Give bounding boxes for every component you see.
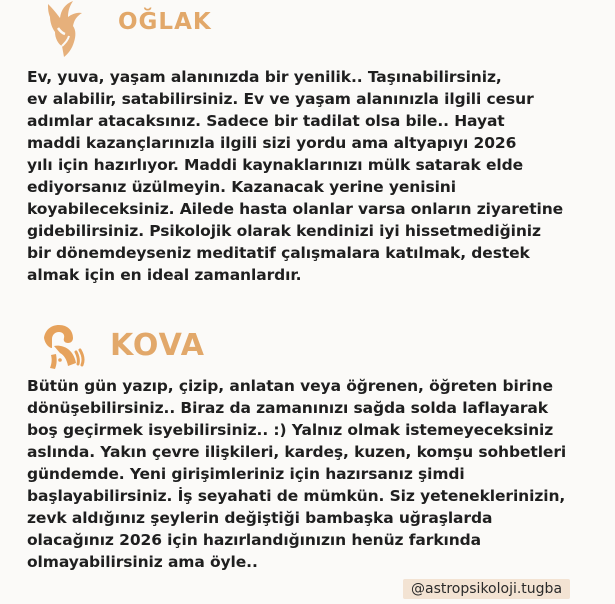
author-handle-watermark: @astropsikoloji.tugba [403, 579, 570, 599]
capricorn-header [38, 0, 212, 58]
aquarius-water-bearer-icon [38, 322, 86, 370]
capricorn-horoscope-text: Ev, yuva, yaşam alanınızda bir yenilik.. Taşınabilirsiniz, ev alabilir, satabilirsiniz. Ev ve yaşam alanınızla ilgili cesur adımlar atacaksınız. Sadece bir tadilat olsa bile.. Hayat maddi kazançlarınızla ilgili sizi yordu ama altyapıyı 2026 yılı için hazırlıyor. Maddi kaynaklarınızı mülk satarak elde ediyorsanız üzülmeyin. Kazanacak yerine yenisini koyabileceksiniz. Ailede hasta olanlar varsa onların ziyaretine gidebilirsiniz. Psikolojik olarak kendinizi iyi hissetmediğiniz bir dönemdeyseniz meditatif çalışmalara katılmak, destek almak için en ideal zamanlardır. [27, 68, 564, 284]
capricorn-goat-icon [38, 0, 96, 58]
aquarius-title: KOVA [110, 327, 205, 363]
aquarius-header [38, 322, 205, 370]
capricorn-title: OĞLAK [118, 9, 212, 35]
aquarius-horoscope-text: Bütün gün yazıp, çizip, anlatan veya öğrenen, öğreten birine dönüşebilirsiniz.. Biraz da zamanınızı sağda solda laflayarak boş geçirmek isyebilirsiniz.. :) Yalnız olmak istemeyeceksiniz aslında. Yakın çevre ilişkileri, kardeş, kuzen, komşu sohbetleri gündemde. Yeni girişimleriniz için hazırsanız şimdi başlayabilirsiniz. İş seyahati de mümkün. Siz yeteneklerinizin, zevk aldığınız şeylerin değiştiği bambaşka uğraşlarda olacağınız 2026 için hazırlandığınızın henüz farkında olmayabilirsiniz ama öyle.. [27, 377, 567, 571]
